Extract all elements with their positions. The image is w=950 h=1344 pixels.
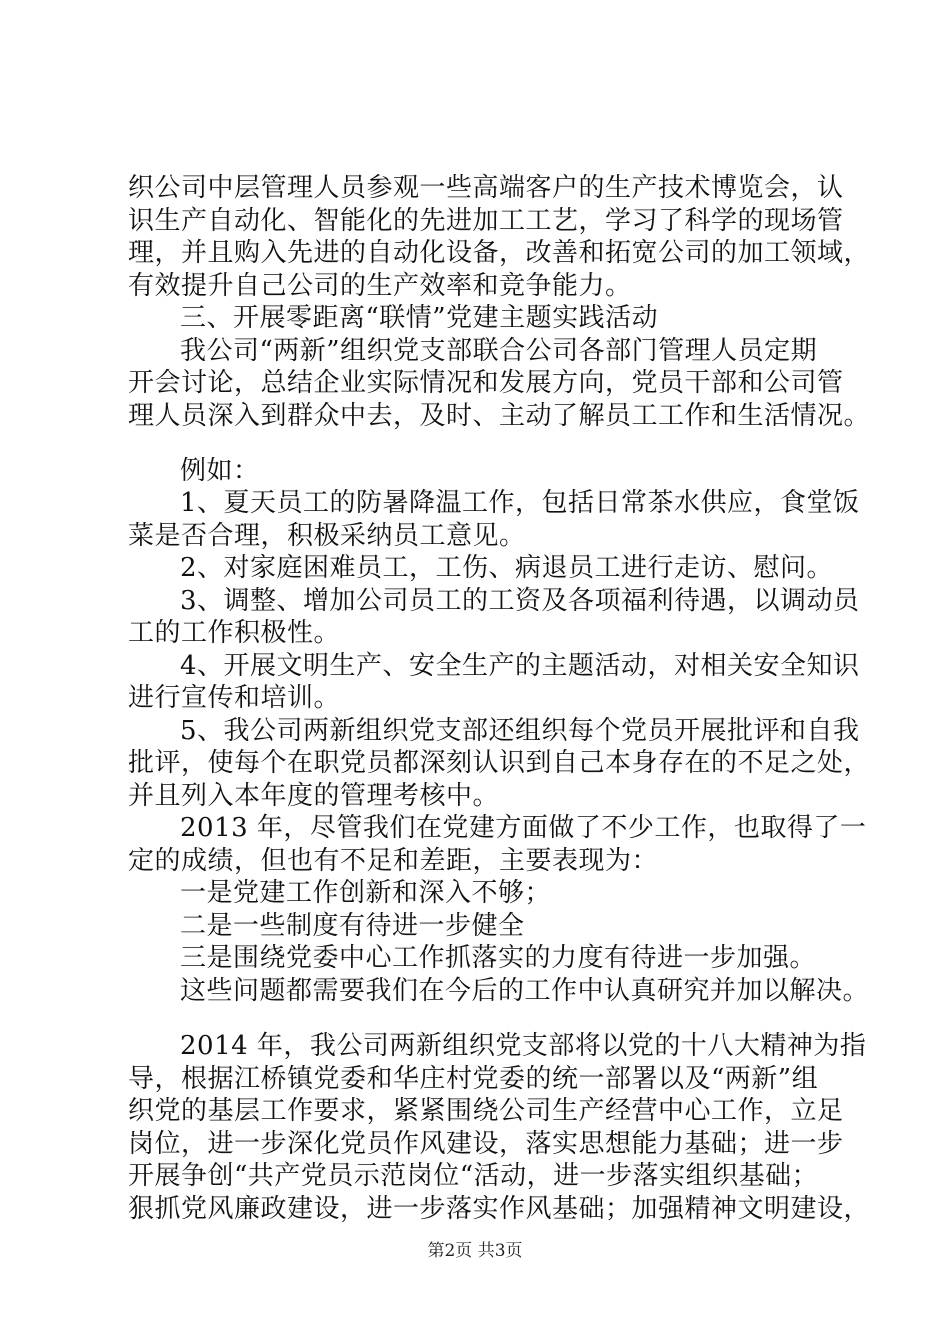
paragraph-line: 导，根据江桥镇党委和华庄村党委的统一部署以及“两新”组: [128, 1064, 819, 1094]
paragraph-line: 这些问题都需要我们在今后的工作中认真研究并加以解决。: [180, 976, 870, 1006]
list-item-continuation: 并且列入本年度的管理考核中。: [128, 781, 500, 811]
list-item-continuation: 批评，使每个在职党员都深刻认识到自己本身存在的不足之处，: [128, 748, 871, 778]
section-heading: 三、开展零距离“联情”党建主题实践活动: [180, 303, 659, 333]
paragraph-line: 2014 年，我公司两新组织党支部将以党的十八大精神为指: [180, 1031, 867, 1061]
paragraph-line: 我公司“两新”组织党支部联合公司各部门管理人员定期: [180, 336, 818, 366]
paragraph-line: 开展争创“共产党员示范岗位“活动，进一步落实组织基础；: [128, 1161, 819, 1191]
paragraph-line: 岗位，进一步深化党员作风建设，落实思想能力基础；进一步: [128, 1129, 844, 1159]
list-item: 2、对家庭困难员工，工伤、病退员工进行走访、慰问。: [180, 553, 834, 583]
paragraph-line: 理，并且购入先进的自动化设备，改善和拓宽公司的加工领域，: [128, 238, 871, 268]
list-item: 5、我公司两新组织党支部还组织每个党员开展批评和自我: [180, 716, 860, 746]
paragraph-line: 开会讨论，总结企业实际情况和发展方向，党员干部和公司管: [128, 368, 844, 398]
paragraph-line: 有效提升自己公司的生产效率和竞争能力。: [128, 271, 632, 301]
list-item: 4、开展文明生产、安全生产的主题活动，对相关安全知识: [180, 651, 860, 681]
paragraph-line: 织党的基层工作要求，紧紧围绕公司生产经营中心工作，立足: [128, 1096, 844, 1126]
list-item: 1、夏天员工的防暑降温工作，包括日常茶水供应，食堂饭: [180, 488, 860, 518]
paragraph-line: 2013 年，尽管我们在党建方面做了不少工作，也取得了一: [180, 813, 867, 843]
list-item-continuation: 工的工作积极性。: [128, 618, 341, 648]
paragraph-line: 狠抓党风廉政建设，进一步落实作风基础；加强精神文明建设，: [128, 1194, 871, 1224]
list-item: 二是一些制度有待进一步健全: [180, 911, 525, 941]
paragraph-line: 织公司中层管理人员参观一些高端客户的生产技术博览会，认: [128, 173, 844, 203]
list-item: 三是围绕党委中心工作抓落实的力度有待进一步加强。: [180, 943, 817, 973]
paragraph-line: 定的成绩，但也有不足和差距，主要表现为：: [128, 846, 659, 876]
list-item-continuation: 菜是否合理，积极采纳员工意见。: [128, 521, 526, 551]
paragraph-line: 识生产自动化、智能化的先进加工工艺，学习了科学的现场管: [128, 206, 844, 236]
list-item: 3、调整、增加公司员工的工资及各项福利待遇，以调动员: [180, 586, 860, 616]
paragraph-line: 例如：: [180, 456, 260, 486]
page-number-footer: 第2页 共3页: [427, 1241, 523, 1261]
list-item: 一是党建工作创新和深入不够；: [180, 878, 552, 908]
list-item-continuation: 进行宣传和培训。: [128, 683, 341, 713]
paragraph-line: 理人员深入到群众中去，及时、主动了解员工工作和生活情况。: [128, 401, 871, 431]
